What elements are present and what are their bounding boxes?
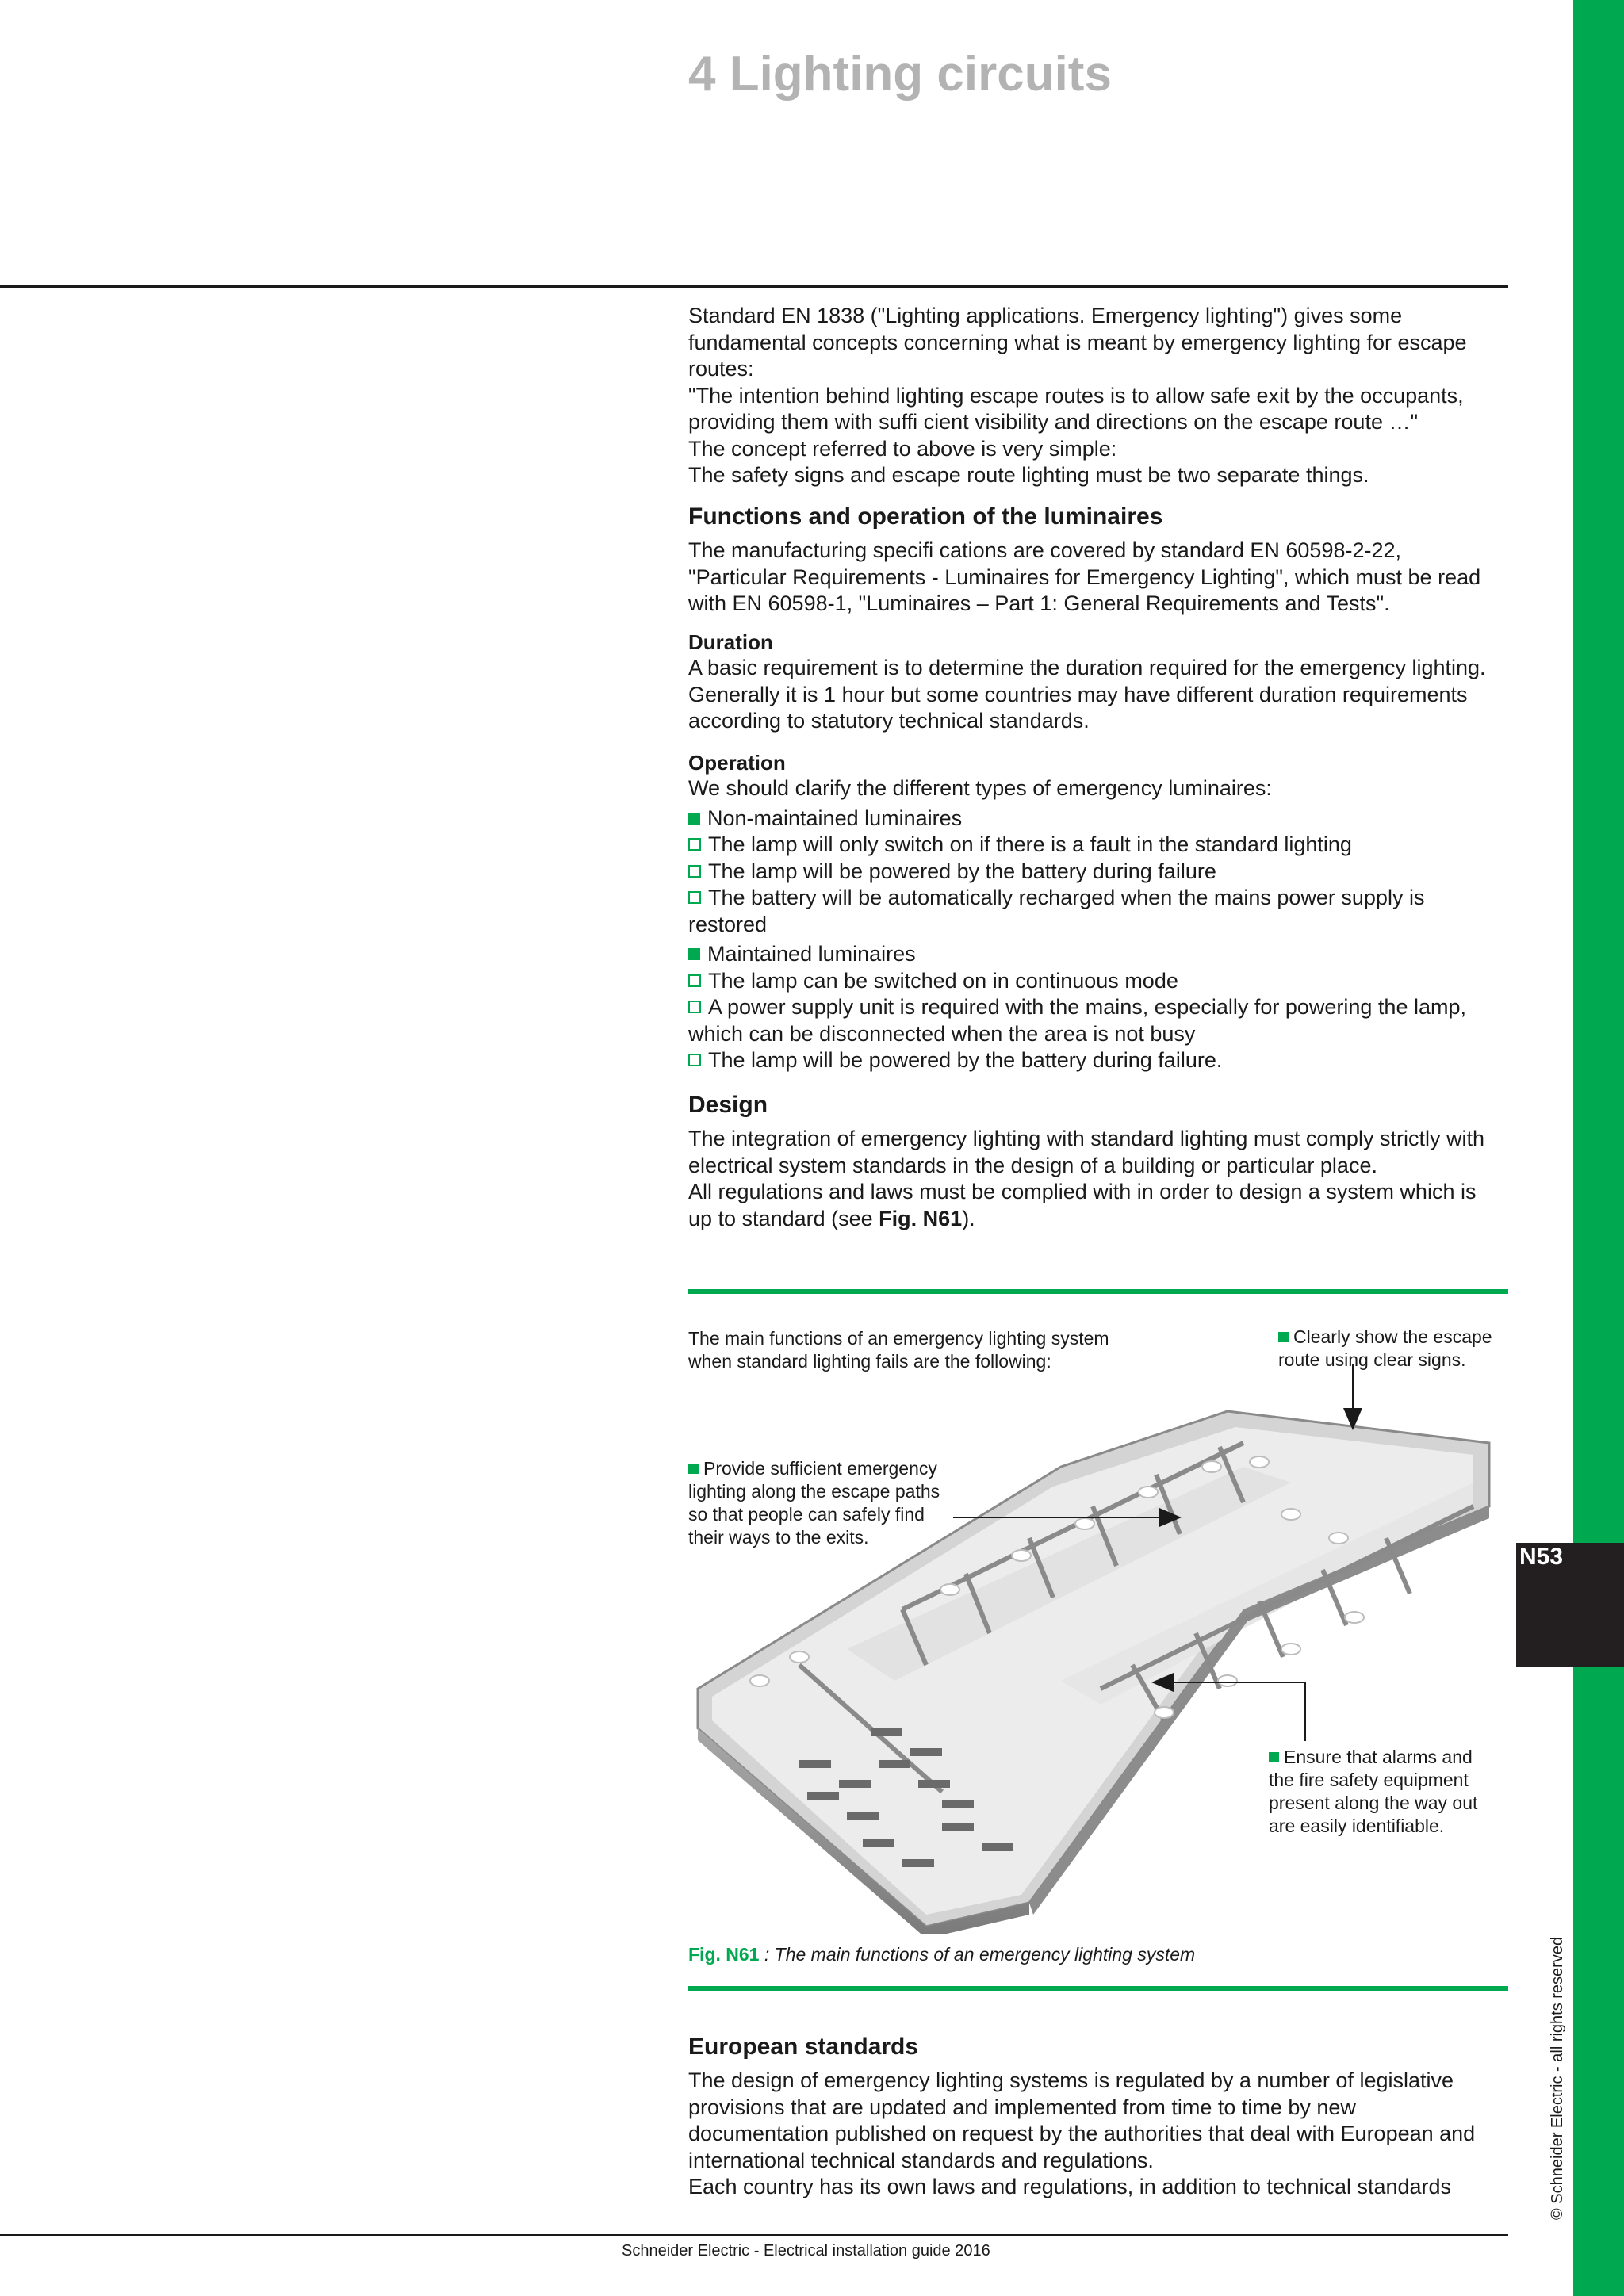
duration-line: Generally it is 1 hour but some countries may have different duration requirements — [688, 682, 1468, 706]
intro-section — [688, 303, 1513, 489]
callout-line: lighting along the escape paths — [688, 1481, 940, 1502]
callout-line — [1278, 1326, 1492, 1349]
duration-line: according to statutory technical standards. — [688, 709, 1090, 733]
duration-section — [688, 629, 1513, 735]
european-line: international technical standards and regulations. — [688, 2148, 1154, 2172]
green-side-bar — [1573, 0, 1624, 2296]
filled-square-bullet-icon — [1278, 1332, 1289, 1342]
hollow-square-bullet-icon — [688, 1001, 701, 1013]
list-item-label: The lamp will only switch on if there is a fault in the standard lighting — [708, 832, 1352, 856]
european-line: documentation published on request by the authorities that deal with European and — [688, 2122, 1476, 2145]
hollow-square-bullet-icon — [688, 865, 701, 878]
operation-intro: We should clarify the different types of emergency luminaires: — [688, 776, 1272, 800]
intro-line: Standard EN 1838 ("Lighting applications. Emergency lighting") gives some — [688, 304, 1403, 327]
duration-heading: Duration — [688, 630, 773, 654]
hollow-square-bullet-icon — [688, 1054, 701, 1066]
figure-top-rule — [688, 1289, 1508, 1294]
intro-line: providing them with suffi cient visibility and directions on the escape route …" — [688, 410, 1419, 434]
intro-line: fundamental concepts concerning what is meant by emergency lighting for escape — [688, 330, 1467, 354]
functions-section — [688, 503, 1513, 618]
figure-caption-text: : The main functions of an emergency lighting system — [759, 1944, 1196, 1965]
hollow-square-bullet-icon — [688, 974, 701, 987]
list-item-label: A power supply unit is required with the mains, especially for powering the lamp, — [708, 995, 1466, 1019]
list-item-label: The battery will be automatically recharged when the mains power supply is — [708, 886, 1425, 909]
list-item — [688, 832, 1513, 859]
design-section — [688, 1091, 1513, 1232]
functions-line: The manufacturing specifi cations are covered by standard EN 60598-2-22, — [688, 538, 1402, 562]
design-text: ). — [962, 1206, 975, 1230]
list-item-label: The lamp will be powered by the battery during failure — [708, 859, 1216, 883]
design-text: up to standard (see — [688, 1206, 879, 1230]
list-item — [688, 1047, 1513, 1074]
figure-number: Fig. N61 — [688, 1944, 760, 1965]
european-section — [688, 2033, 1513, 2201]
figure-intro-line: The main functions of an emergency lighting system — [688, 1328, 1109, 1349]
list-item-label: The lamp will be powered by the battery during failure. — [708, 1048, 1223, 1072]
design-heading: Design — [688, 1092, 768, 1118]
figure-intro-line: when standard lighting fails are the following: — [688, 1351, 1051, 1372]
list-item — [688, 994, 1513, 1021]
callout-line: are easily identifiable. — [1269, 1816, 1445, 1836]
design-line: The integration of emergency lighting with standard lighting must comply strictly with — [688, 1127, 1484, 1150]
hollow-square-bullet-icon — [688, 838, 701, 851]
callout-line — [688, 1457, 940, 1480]
page-number: N53 — [1519, 1544, 1564, 1570]
figure-caption — [688, 1944, 1195, 1965]
callout-line: present along the way out — [1269, 1793, 1478, 1813]
list-item — [688, 859, 1513, 886]
callout-line: so that people can safely find — [688, 1504, 925, 1525]
callout-text: Provide sufficient emergency — [703, 1458, 937, 1479]
list-item-label: Maintained luminaires — [707, 942, 916, 966]
callout-alarms — [1269, 1746, 1477, 1838]
intro-line: The concept referred to above is very simple: — [688, 436, 1117, 461]
functions-line: with EN 60598-1, "Luminaires – Part 1: General Requirements and Tests". — [688, 591, 1390, 615]
operation-heading: Operation — [688, 751, 786, 775]
intro-line: routes: — [688, 357, 754, 381]
callout-text: Ensure that alarms and — [1284, 1747, 1473, 1767]
building-floorplan-illustration — [688, 1348, 1513, 1934]
page-number-tab — [1516, 1543, 1624, 1667]
callout-line: the fire safety equipment — [1269, 1770, 1469, 1790]
footer-text: Schneider Electric - Electrical installation guide 2016 — [622, 2242, 990, 2260]
callout-line: their ways to the exits. — [688, 1527, 869, 1548]
figure-reference: Fig. N61 — [879, 1206, 963, 1230]
list-item-label: The lamp can be switched on in continuous mode — [708, 968, 1178, 993]
figure-intro — [688, 1327, 1109, 1373]
figure-bottom-rule — [688, 1986, 1508, 1991]
duration-line: A basic requirement is to determine the duration required for the emergency lighting. — [688, 656, 1486, 679]
chapter-title: 4 Lighting circuits — [688, 47, 1112, 101]
callout-lighting — [688, 1457, 940, 1549]
list-item-continuation: which can be disconnected when the area is not busy — [688, 1021, 1196, 1046]
european-heading: European standards — [688, 2034, 919, 2060]
operation-section — [688, 750, 1513, 1074]
callout-text: Clearly show the escape — [1293, 1326, 1492, 1347]
intro-line: The safety signs and escape route lighting must be two separate things. — [688, 463, 1369, 487]
header-rule — [0, 285, 1508, 288]
intro-line: "The intention behind lighting escape routes is to allow safe exit by the occupants, — [688, 383, 1464, 408]
callout-line — [1269, 1746, 1477, 1769]
functions-heading: Functions and operation of the luminaires — [688, 503, 1163, 530]
hollow-square-bullet-icon — [688, 891, 701, 904]
design-line — [688, 1206, 1513, 1233]
functions-line: "Particular Requirements - Luminaires for Emergency Lighting", which must be read — [688, 564, 1481, 589]
design-line: electrical system standards in the design of a building or particular place. — [688, 1153, 1377, 1177]
footer-rule — [0, 2234, 1508, 2236]
copyright-notice: © Schneider Electric - all rights reserved — [1549, 1936, 1566, 2220]
list-item — [688, 806, 1513, 832]
list-item — [688, 968, 1513, 995]
european-line: The design of emergency lighting systems is regulated by a number of legislative — [688, 2068, 1454, 2092]
list-item — [688, 885, 1513, 912]
filled-square-bullet-icon — [688, 1464, 699, 1474]
list-item — [688, 941, 1513, 968]
callout-line: route using clear signs. — [1278, 1349, 1466, 1370]
design-line: All regulations and laws must be complied with in order to design a system which is — [688, 1180, 1477, 1203]
filled-square-bullet-icon — [688, 948, 700, 960]
filled-square-bullet-icon — [688, 813, 700, 825]
european-line: provisions that are updated and implemented from time to time by new — [688, 2095, 1356, 2119]
list-item-label: Non-maintained luminaires — [707, 806, 963, 830]
callout-signs — [1278, 1326, 1492, 1372]
filled-square-bullet-icon — [1269, 1752, 1279, 1762]
list-item-continuation: restored — [688, 912, 768, 936]
european-line: Each country has its own laws and regulations, in addition to technical standards — [688, 2175, 1452, 2198]
